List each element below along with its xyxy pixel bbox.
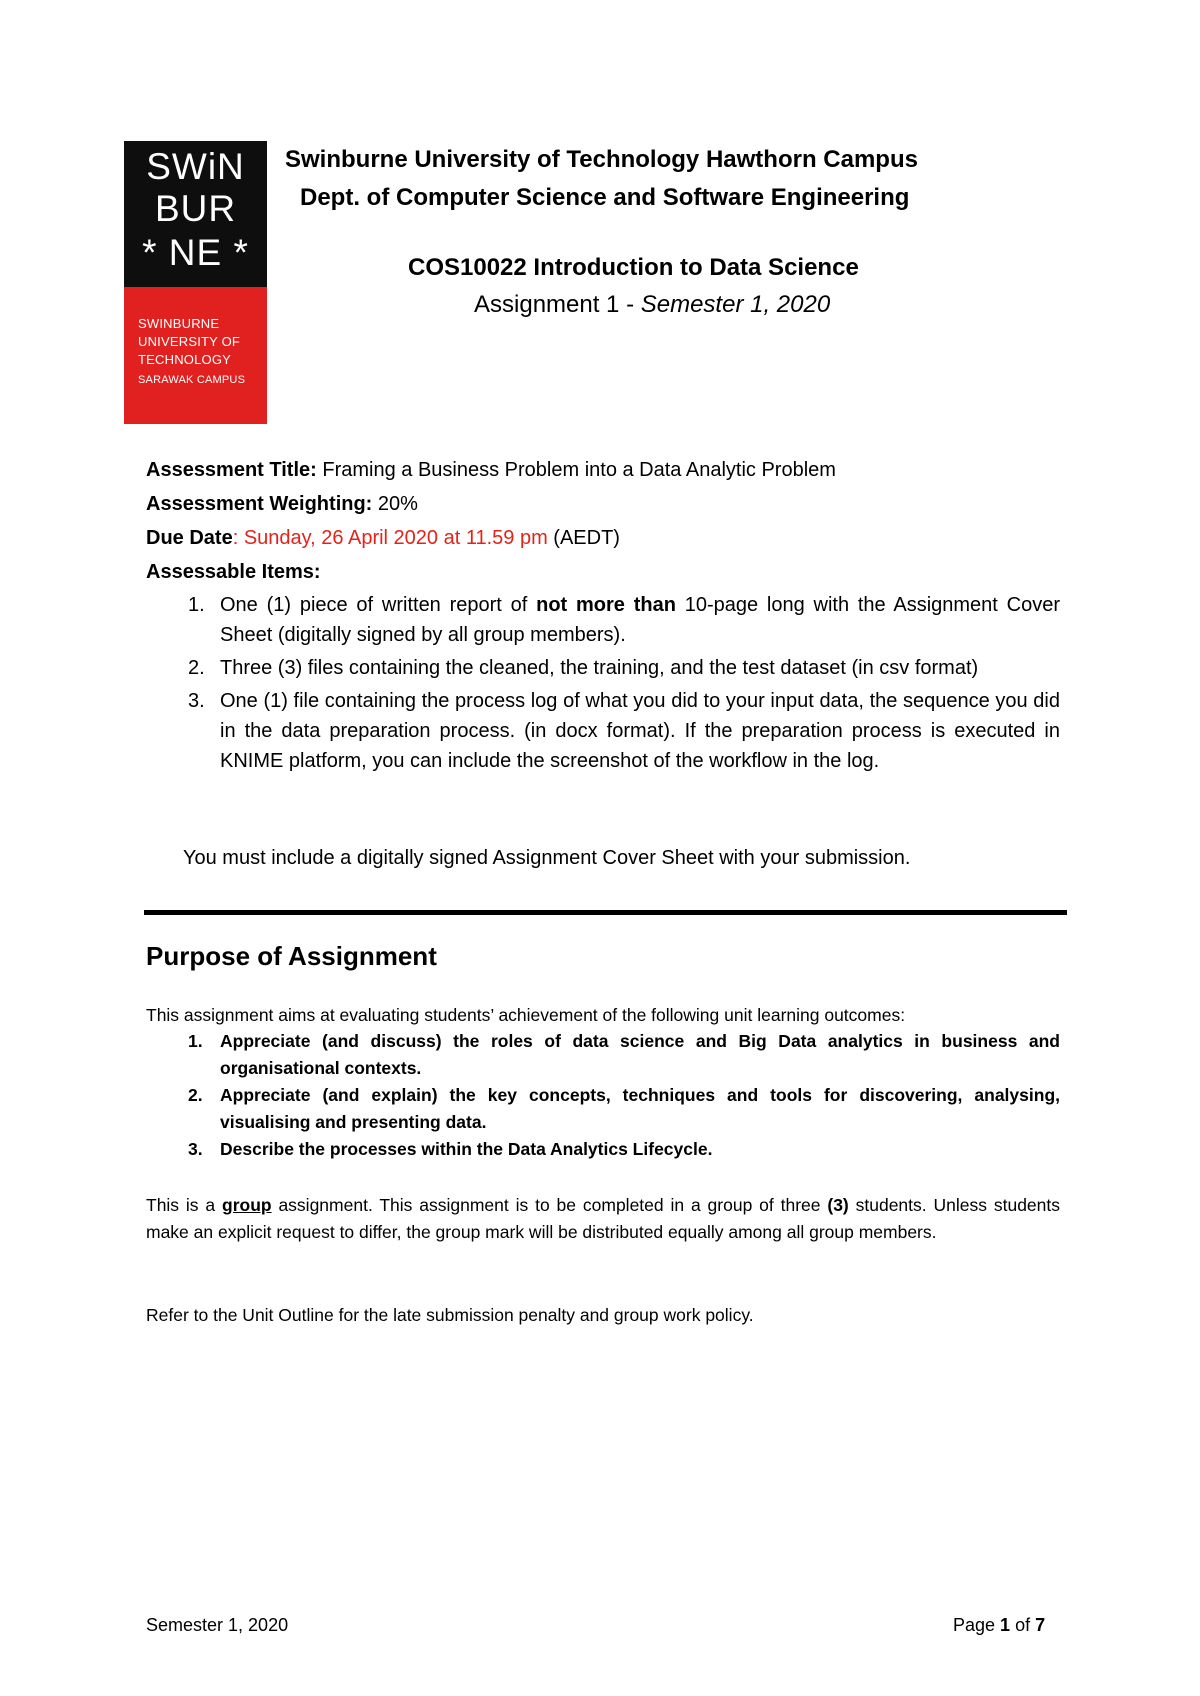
- group-text-c: students. Unless students make an explicit request to differ, the group mark will be distributed equally among all group members.: [146, 1195, 1061, 1242]
- assessment-title-line: [146, 455, 836, 485]
- assessable-items-list: [146, 590, 1060, 776]
- item3-text: One (1) file containing the process log of what you did to your input data, the sequence you did in the data preparation process. (in docx format). If the preparation process is executed in KNIME platform, you can include the screenshot of the workflow in the log.: [220, 690, 1060, 772]
- assessment-weighting-label: Assessment Weighting:: [146, 493, 373, 515]
- due-date-colon: :: [232, 527, 244, 549]
- list-item: [146, 686, 1060, 776]
- refer-paragraph: Refer to the Unit Outline for the late submission penalty and group work policy.: [146, 1305, 754, 1325]
- assignment-semester: Semester 1, 2020: [640, 291, 831, 318]
- footer-page-word: Page: [953, 1615, 1001, 1635]
- swinburne-logo: [124, 141, 267, 424]
- footer-page-number: [953, 1615, 1045, 1636]
- list-item-number: 1.: [188, 594, 205, 616]
- logo-line-1: SWiN: [146, 146, 245, 187]
- list-item-number: 2.: [188, 657, 205, 679]
- outcome3-text: Describe the processes within the Data Analytics Lifecycle.: [220, 1139, 713, 1159]
- logo-sub-2: UNIVERSITY OF: [138, 334, 241, 349]
- assessment-title-value: Framing a Business Problem into a Data Analytic Problem: [316, 459, 836, 481]
- list-item: [146, 653, 1060, 683]
- due-date-value: Sunday, 26 April 2020 at 11.59 pm: [243, 527, 548, 549]
- logo-red-panel: [124, 287, 267, 424]
- due-date-line: [146, 523, 620, 553]
- due-date-label: Due Date: [146, 527, 233, 549]
- section-divider: [144, 910, 1067, 915]
- assessment-title-label: Assessment Title:: [146, 459, 317, 481]
- footer-of-word: of: [1010, 1615, 1036, 1635]
- logo-sub-1: SWINBURNE: [138, 316, 220, 331]
- logo-line-2: BUR: [154, 188, 237, 229]
- group-three: (3): [827, 1195, 849, 1215]
- logo-sub-3: TECHNOLOGY: [138, 352, 232, 367]
- list-item: [146, 1028, 1060, 1082]
- group-text-a: This is a: [146, 1195, 223, 1215]
- university-title: Swinburne University of Technology Hawthorn Campus: [285, 146, 918, 173]
- list-item: [146, 590, 1060, 650]
- learning-outcomes-list: [146, 1028, 1060, 1163]
- footer-page-total: 7: [1035, 1615, 1046, 1635]
- footer-page-current: 1: [1000, 1615, 1011, 1635]
- cover-sheet-note: You must include a digitally signed Assignment Cover Sheet with your submission.: [183, 847, 911, 869]
- purpose-heading: Purpose of Assignment: [146, 941, 437, 971]
- item2-text: Three (3) files containing the cleaned, the training, and the test dataset (in csv format): [220, 657, 979, 679]
- assessment-weighting-line: [146, 489, 418, 519]
- footer-semester: Semester 1, 2020: [146, 1615, 289, 1635]
- list-item: [146, 1082, 1060, 1136]
- item1-bold: not more than: [536, 594, 676, 616]
- due-date-suffix: (AEDT): [547, 527, 620, 549]
- assignment-subtitle: [474, 290, 830, 320]
- list-item-number: 3.: [188, 690, 205, 712]
- list-item-number: 2.: [188, 1085, 203, 1105]
- group-word: group: [222, 1195, 272, 1215]
- outcome1-text: Appreciate (and discuss) the roles of data science and Big Data analytics in business and organisational contexts.: [220, 1031, 1060, 1078]
- group-text-b: assignment. This assignment is to be completed in a group of three: [271, 1195, 828, 1215]
- assessable-items-heading: Assessable Items:: [146, 561, 321, 583]
- assessable-items-label: [146, 557, 321, 587]
- purpose-intro: This assignment aims at evaluating students’ achievement of the following unit learning outcomes:: [146, 1005, 906, 1025]
- group-paragraph: [146, 1192, 1060, 1246]
- list-item-number: 3.: [188, 1139, 203, 1159]
- assignment-prefix: Assignment 1 -: [474, 291, 641, 318]
- list-item-number: 1.: [188, 1031, 203, 1051]
- outcome2-text: Appreciate (and explain) the key concepts, techniques and tools for discovering, analysing, visualising and presenting data.: [220, 1085, 1060, 1132]
- logo-black-panel: [124, 141, 267, 287]
- assessment-weighting-value: 20%: [372, 493, 418, 515]
- list-item: [146, 1136, 1060, 1163]
- logo-line-3: * NE *: [142, 232, 249, 273]
- unit-title: COS10022 Introduction to Data Science: [408, 254, 859, 281]
- item1-text-a: One (1) piece of written report of: [220, 594, 537, 616]
- logo-sub-4: SARAWAK CAMPUS: [138, 374, 246, 386]
- department-title: Dept. of Computer Science and Software Engineering: [300, 184, 910, 211]
- item1-text-b: 10-page long with the Assignment Cover Sheet (digitally signed by all group members).: [220, 594, 1060, 646]
